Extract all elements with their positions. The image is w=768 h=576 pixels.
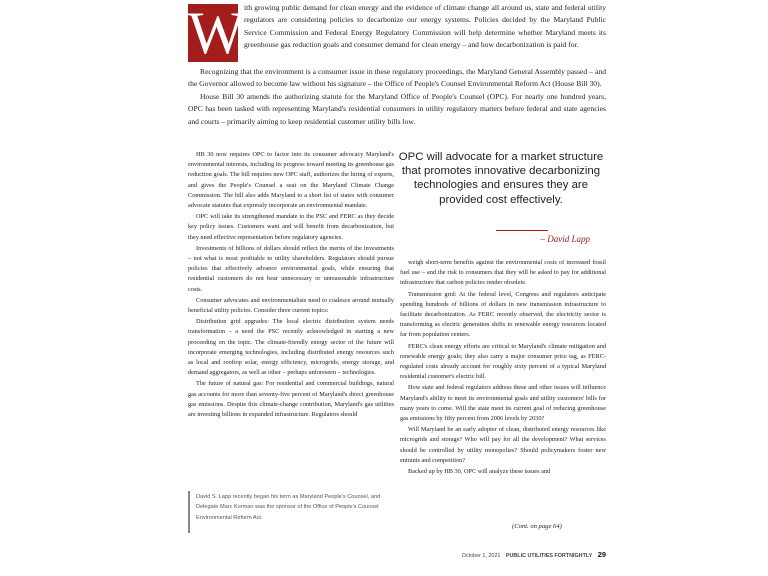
intro-paragraphs bbox=[188, 66, 606, 128]
continued-note: (Cont. on page 64) bbox=[512, 523, 562, 530]
right-paragraph: How state and federal regulators address these and other issues will influence Maryland's ability to meet its environmental goals and utility customers' bills for many years to come. Will the state meet its current goal of reducing greenhouse gas emissions by fifty percent from 2006 levels by 2030? bbox=[400, 384, 606, 423]
left-column bbox=[188, 150, 394, 421]
page-footer bbox=[430, 550, 606, 559]
pull-quote-rule bbox=[496, 230, 548, 231]
left-paragraph: Distribution grid upgrades: The local electric distribution system needs transformation – a need the PSC recently acknowledged in starting a new proceeding on the topic. The climate-friendly energy sector of the future will incorporate emerging technologies, including distributed energy resources such as local and rooftop solar, energy efficiency, microgrids, energy storage, and demand aggregators, as well as other – perhaps unforeseen – technologies. bbox=[188, 318, 394, 377]
intro-text-2: Recognizing that the environment is a consumer issue in these regulatory proceedings, the Maryland General Assembly passed – and the Governor allowed to become law without his signature – the Office of People's Counsel Environmental Reform Act (House Bill 30). bbox=[188, 67, 606, 89]
right-paragraph: Transmission grid: At the federal level, Congress and regulators anticipate spending hundreds of billions of dollars in new transmission infrastructure to facilitate decarbonization. As FERC recently observed, the electricity sector is transforming as electric generation shifts to renewable energy resources located far from population centers. bbox=[400, 290, 606, 339]
intro-text-3: House Bill 30 amends the authorizing statute for the Maryland Office of People's Counsel (OPC). For nearly one hundred years, OPC has been tasked with representing Maryland's residential consumers in utility regulatory matters before federal and state agencies and courts – primarily aiming to keep residential customer utility bills low. bbox=[188, 91, 606, 126]
left-paragraph: HB 30 now requires OPC to factor into its consumer advocacy Maryland's environmental interests, including its progress toward meeting its greenhouse gas reduction goals. The bill requires new OPC staff, authorizes the hiring of experts, and gives the People's Counsel a seat on the Maryland Climate Change Commission. The bill also adds Maryland to a short list of states with consumer advocate statutes that expressly incorporate an environmental mandate. bbox=[188, 151, 394, 210]
footer-date: October 1, 2021 bbox=[461, 553, 501, 559]
right-paragraph: Backed up by HB 30, OPC will analyze these issues and bbox=[408, 468, 551, 476]
intro-paragraph-1 bbox=[244, 2, 606, 52]
left-paragraph: The future of natural gas: For residential and commercial buildings, natural gas accounts for more than seventy-five percent of Maryland's direct greenhouse gas emissions. Despite this climate-change contribution, Maryland's gas utilities are investing billions in expanded infrastructure. Regulators should bbox=[188, 380, 394, 419]
dropcap: W bbox=[188, 0, 245, 66]
right-paragraph: weigh short-term benefits against the environmental costs of increased fossil fuel use – and the risk to consumers that they will be asked to pay for additional infrastructure that carbon policies render obsolete. bbox=[400, 259, 606, 287]
pull-quote-attribution: – David Lapp bbox=[540, 234, 590, 244]
left-paragraph: Consumer advocates and environmentalists need to coalesce around mutually beneficial utility policies. Consider three current topics: bbox=[188, 296, 394, 315]
pull-quote: OPC will advocate for a market structure that promotes innovative decarbonizing technologies and ensures they are provided cost effectively. bbox=[398, 151, 604, 206]
footer-magazine: PUBLIC UTILITIES FORTNIGHTLY bbox=[505, 553, 593, 559]
author-bio: David S. Lapp recently began his term as Maryland People's Counsel, and Delegate Marc Korman was the sponsor of the Office of People's Counsel Environmental Reform Act. bbox=[196, 494, 381, 521]
intro-text-1: ith growing public demand for clean energy and the evidence of climate change all around us, state and federal utility regulators are considering policies to decarbonize our energy systems. Policies decided by the Maryland Public Service Commission and Federal Energy Regulatory Commission will help determine whether Maryland meets its greenhouse gas reduction goals and consumer demand for clean energy – and how decarbonization is paid for. bbox=[244, 3, 606, 50]
footer-page-number: 29 bbox=[597, 550, 606, 559]
right-paragraph: Will Maryland be an early adopter of clean, distributed energy resources like microgrids and storage? Who will pay for all the development? What services should be controlled by utility monopolies? Should policymakers foster new entrants and competition? bbox=[400, 426, 606, 464]
right-paragraph: FERC's clean energy efforts are critical to Maryland's climate mitigation and renewable energy goals; they also carry a major consumer price tag, as FERC-regulated costs already account for roughly sixty percent of a typical Maryland residential customer's electric bill. bbox=[400, 342, 606, 381]
right-column bbox=[400, 258, 606, 478]
left-paragraph: OPC will take its strengthened mandate to the PSC and FERC as they decide key policy issues. Customers want and will benefit from decarbonization, but they need effective representation before regulatory agencies. bbox=[188, 213, 394, 241]
bio-rule bbox=[188, 491, 190, 533]
left-paragraph: Investments of billions of dollars should reflect the merits of the investments – not what is most profitable to utility shareholders. Regulators should pursue policies that effectively advance environmental goals, while ensuring that residential customers do not bear unnecessary or unreasonable infrastructure costs. bbox=[188, 244, 394, 293]
